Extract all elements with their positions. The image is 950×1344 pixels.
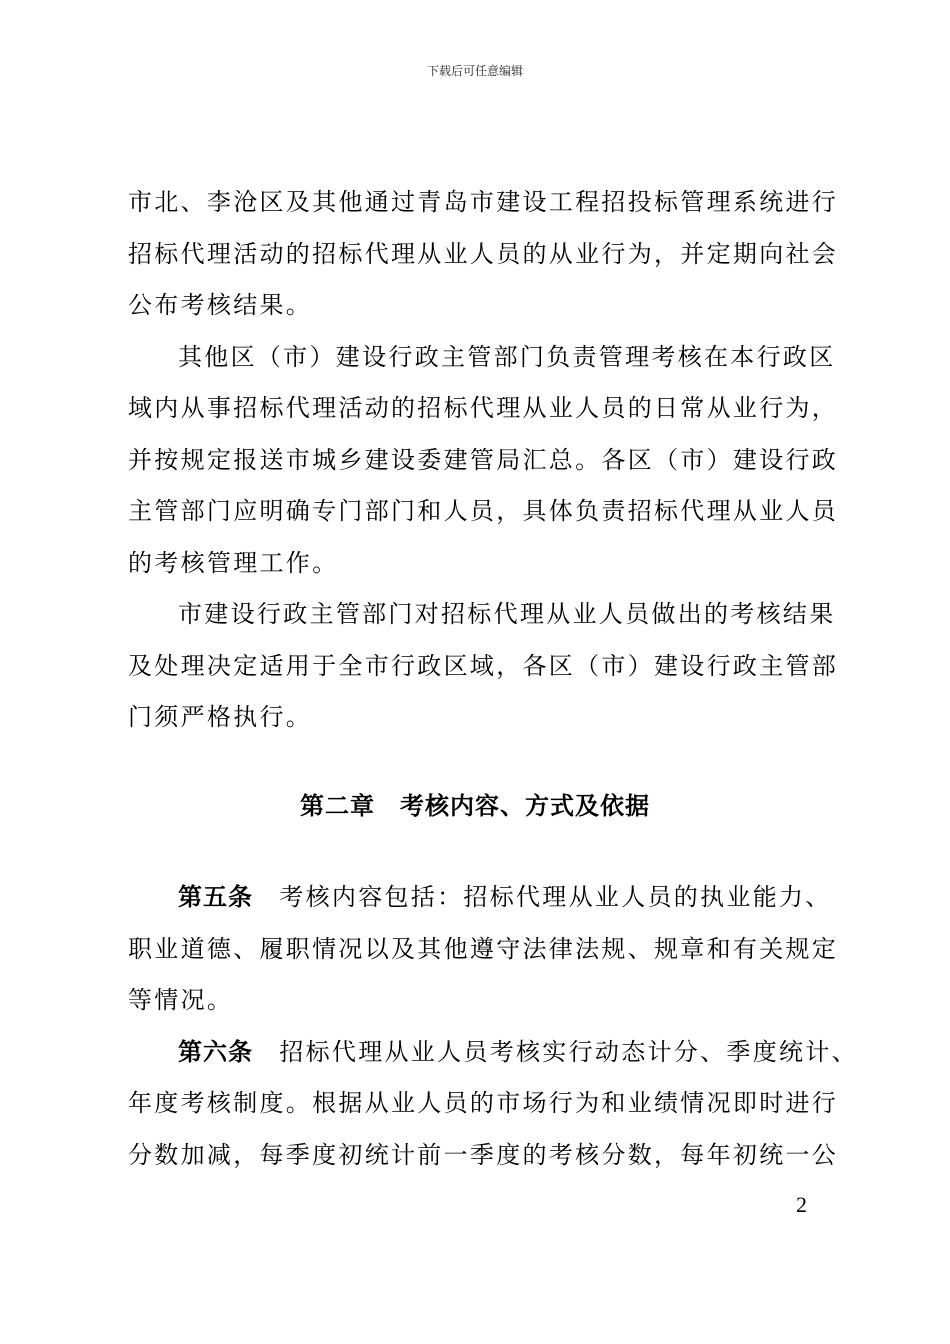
text-line: 市北、李沧区及其他通过青岛市建设工程招投标管理系统进行 <box>128 188 839 216</box>
text-line: 的考核管理工作。 <box>128 548 339 577</box>
text-line: 职业道德、履职情况以及其他遵守法律法规、规章和有关规定 <box>128 934 839 963</box>
text-line: 主管部门应明确专门部门和人员，具体负责招标代理从业人员 <box>128 497 839 525</box>
article-6-first-line <box>128 1027 858 1079</box>
text-line: 门须严格执行。 <box>128 703 313 731</box>
text-line: 公布考核结果。 <box>128 291 313 319</box>
text-line: 年度考核制度。根据从业人员的市场行为和业绩情况即时进行 <box>128 1089 839 1117</box>
text-block-2 <box>128 872 858 1181</box>
article-5-label: 第五条 <box>178 883 253 911</box>
text-line: 及处理决定适用于全市行政区域，各区（市）建设行政主管部 <box>128 651 839 680</box>
text-line: 并按规定报送市城乡建设委建管局汇总。各区（市）建设行政 <box>128 445 839 474</box>
chapter-title: 第二章 考核内容、方式及依据 <box>300 792 650 820</box>
text-line: 其他区（市）建设行政主管部门负责管理考核在本行政区 <box>178 342 836 371</box>
text-block-1 <box>128 177 839 744</box>
article-6-text: 招标代理从业人员考核实行动态计分、季度统计、 <box>279 1037 858 1066</box>
article-6-label: 第六条 <box>178 1037 253 1066</box>
text-line: 招标代理活动的招标代理从业人员的从业行为，并定期向社会 <box>128 239 839 268</box>
text-line: 分数加减，每季度初统计前一季度的考核分数，每年初统一公 <box>128 1140 839 1169</box>
page-number: 2 <box>796 1192 807 1217</box>
text-line: 市建设行政主管部门对招标代理从业人员做出的考核结果 <box>178 600 836 628</box>
page-header: 下载后可任意编辑 <box>426 64 523 78</box>
article-5-text: 考核内容包括：招标代理从业人员的执业能力、 <box>279 883 832 911</box>
text-line: 域内从事招标代理活动的招标代理从业人员的日常从业行为， <box>128 394 839 422</box>
article-5-first-line <box>128 872 832 924</box>
text-line: 等情况。 <box>128 986 234 1014</box>
